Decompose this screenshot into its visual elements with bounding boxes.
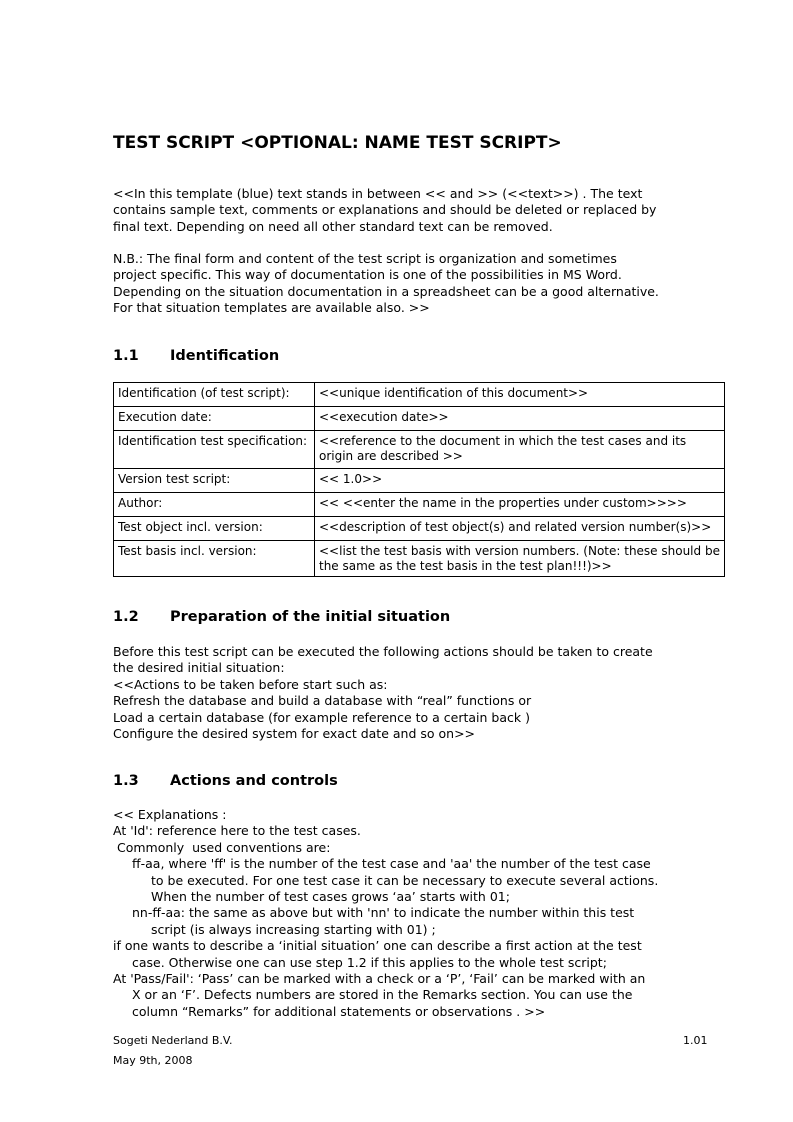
- table-cell-value: << 1.0>>: [315, 469, 725, 493]
- table-cell-label: Test basis incl. version:: [114, 541, 315, 577]
- table-row: [114, 383, 725, 407]
- section-title: Identification: [170, 348, 280, 364]
- section-heading-actions: [113, 773, 338, 789]
- page-title: TEST SCRIPT <OPTIONAL: NAME TEST SCRIPT>: [113, 133, 562, 153]
- section-heading-identification: [113, 348, 279, 364]
- actions-line: if one wants to describe a ‘initial situation’ one can describe a first action at the test: [113, 938, 642, 954]
- actions-paragraph: [113, 807, 713, 1020]
- table-cell-value: <<description of test object(s) and related version number(s)>>: [315, 517, 725, 541]
- table-cell-label: Identification (of test script):: [114, 383, 315, 407]
- nb-paragraph: [113, 251, 713, 317]
- section-number: 1.2: [113, 609, 139, 625]
- section-title: Preparation of the initial situation: [170, 609, 451, 625]
- prep-line: Load a certain database (for example reference to a certain back ): [113, 709, 530, 725]
- table-cell-label: Identification test specification:: [114, 431, 315, 469]
- table-cell-label: Execution date:: [114, 407, 315, 431]
- table-cell-label: Author:: [114, 493, 315, 517]
- section-number: 1.3: [113, 773, 139, 789]
- nb-line: Depending on the situation documentation in a spreadsheet can be a good alternative.: [113, 283, 659, 299]
- footer-version: 1.01: [683, 1034, 708, 1047]
- actions-line: X or an ‘F’. Defects numbers are stored in the Remarks section. You can use the: [132, 987, 633, 1003]
- actions-line: ff-aa, where 'ff' is the number of the test case and 'aa' the number of the test case: [132, 856, 651, 872]
- table-row: [114, 541, 725, 577]
- actions-line: Commonly used conventions are:: [113, 839, 331, 855]
- section-heading-preparation: [113, 609, 450, 625]
- actions-line: << Explanations :: [113, 807, 227, 822]
- actions-line: to be executed. For one test case it can be necessary to execute several actions.: [151, 872, 659, 888]
- table-row: [114, 493, 725, 517]
- actions-line: nn-ff-aa: the same as above but with 'nn' to indicate the number within this test: [132, 905, 635, 921]
- prep-line: Configure the desired system for exact date and so on>>: [113, 726, 476, 742]
- actions-line: At 'Pass/Fail': ‘Pass’ can be marked with a check or a ‘P’, ‘Fail’ can be marked with an: [113, 971, 646, 987]
- table-cell-value: <<reference to the document in which the test cases and its origin are described >>: [315, 431, 725, 469]
- table-row: [114, 407, 725, 431]
- footer-date: May 9th, 2008: [113, 1054, 193, 1067]
- actions-line: When the number of test cases grows ‘aa’ starts with 01;: [151, 889, 510, 905]
- actions-line: case. Otherwise one can use step 1.2 if this applies to the whole test script;: [132, 954, 607, 970]
- actions-line: column “Remarks” for additional statements or observations . >>: [132, 1003, 546, 1019]
- nb-line: project specific. This way of documentation is one of the possibilities in MS Word.: [113, 267, 622, 283]
- nb-line: For that situation templates are available also. >>: [113, 300, 430, 316]
- table-row: [114, 469, 725, 493]
- prep-line: the desired initial situation:: [113, 660, 285, 676]
- table-row: [114, 517, 725, 541]
- nb-line: N.B.: The final form and content of the test script is organization and sometimes: [113, 251, 617, 266]
- table-cell-label: Version test script:: [114, 469, 315, 493]
- table-cell-label: Test object incl. version:: [114, 517, 315, 541]
- intro-paragraph: [113, 186, 713, 235]
- intro-line: final text. Depending on need all other standard text can be removed.: [113, 218, 553, 234]
- intro-line: contains sample text, comments or explanations and should be deleted or replaced by: [113, 202, 657, 218]
- table-cell-value: <<unique identification of this document>>: [315, 383, 725, 407]
- prep-line: Refresh the database and build a database with “real” functions or: [113, 693, 532, 709]
- table-cell-value: <<execution date>>: [315, 407, 725, 431]
- prep-line: <<Actions to be taken before start such as:: [113, 676, 388, 692]
- table-row: [114, 431, 725, 469]
- actions-line: At 'Id': reference here to the test cases.: [113, 823, 361, 839]
- preparation-paragraph: [113, 644, 713, 742]
- footer-company: Sogeti Nederland B.V.: [113, 1034, 233, 1047]
- identification-table: [113, 382, 725, 577]
- table-cell-value: << <<enter the name in the properties under custom>>>>: [315, 493, 725, 517]
- intro-line: <<In this template (blue) text stands in between << and >> (<<text>>) . The text: [113, 186, 643, 201]
- table-cell-value: <<list the test basis with version numbers. (Note: these should be the same as the test basis in the test plan!!!)>>: [315, 541, 725, 577]
- prep-line: Before this test script can be executed the following actions should be taken to create: [113, 644, 653, 659]
- actions-line: script (is always increasing starting with 01) ;: [151, 921, 436, 937]
- section-title: Actions and controls: [170, 773, 338, 789]
- section-number: 1.1: [113, 348, 139, 364]
